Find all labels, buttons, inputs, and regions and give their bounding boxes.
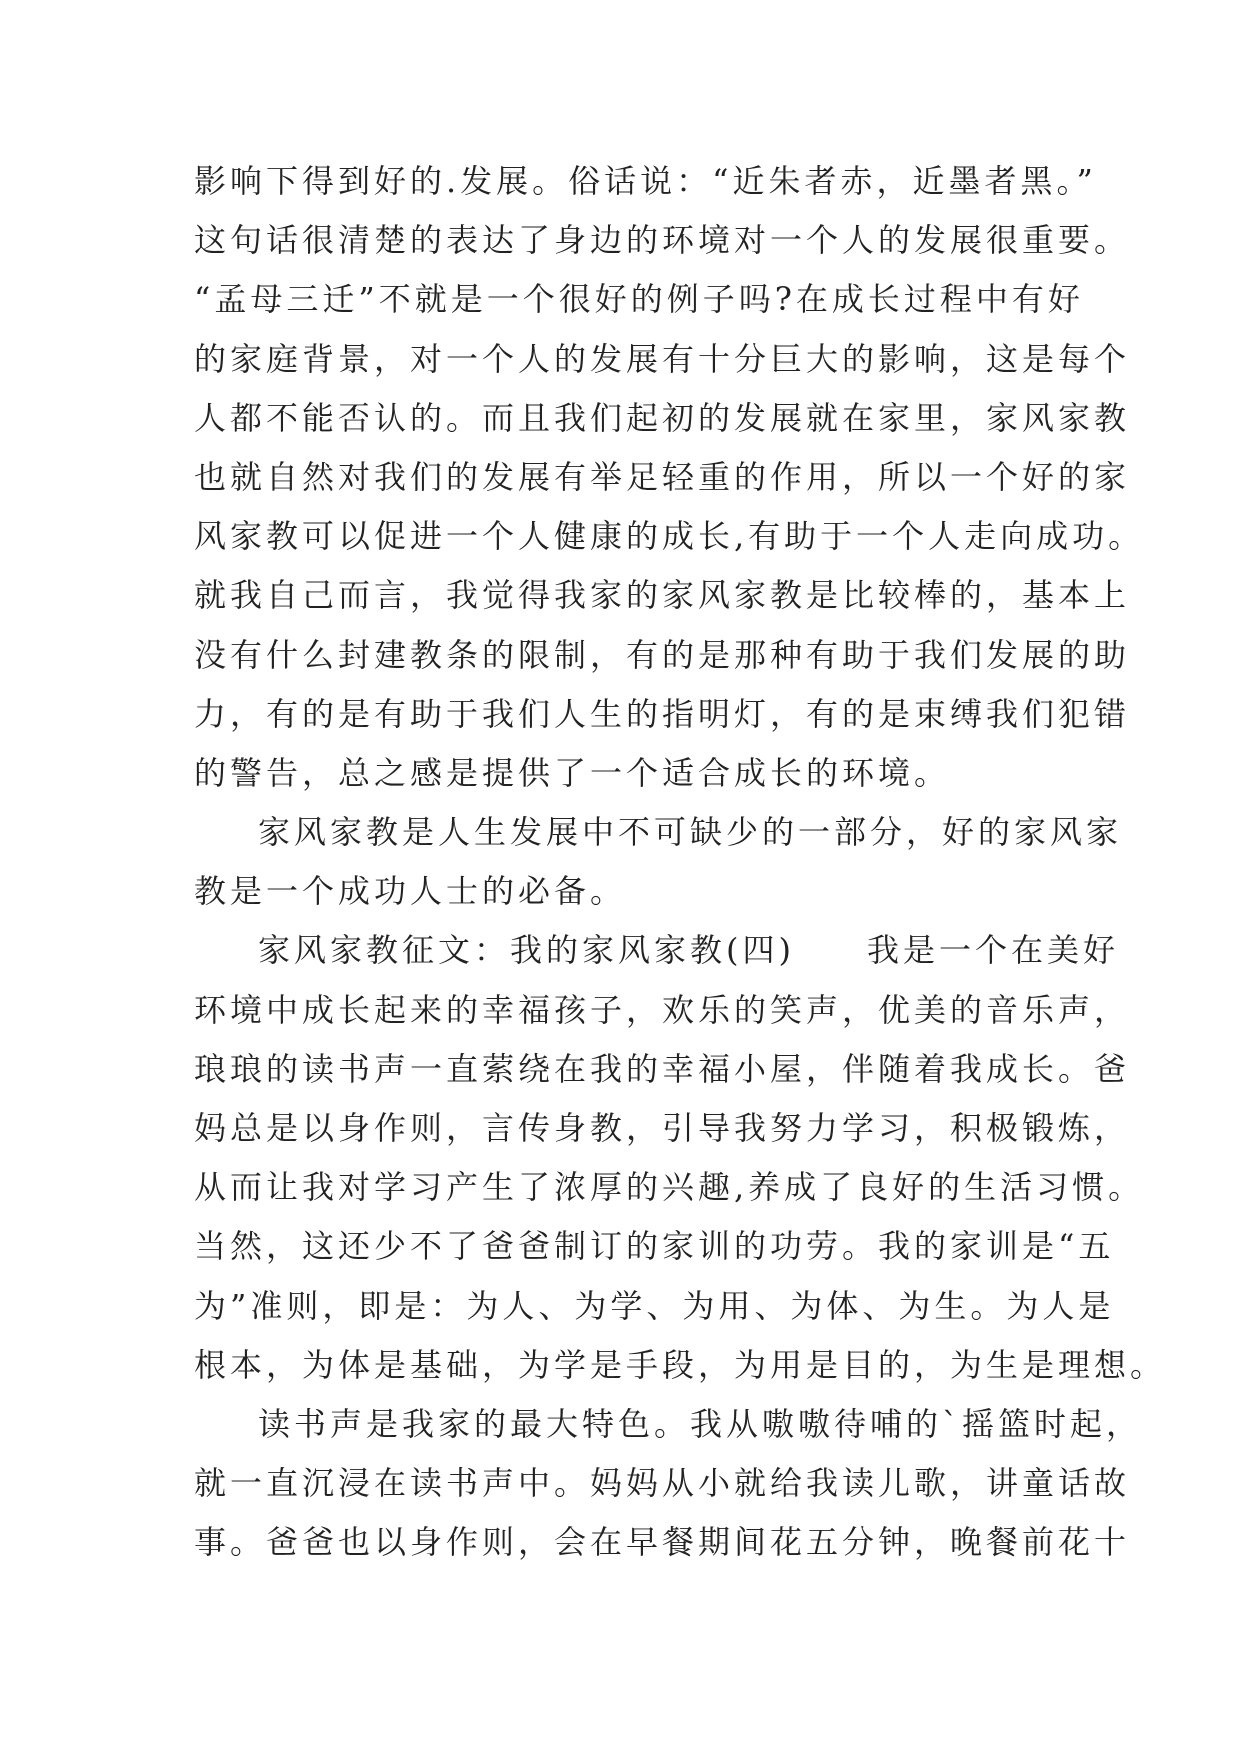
text-line: 力，有的是有助于我们人生的指明灯，有的是束缚我们犯错 [194, 694, 1131, 733]
text-line: 没有什么封建教条的限制，有的是那种有助于我们发展的助 [194, 635, 1131, 674]
text-line: 就我自己而言，我觉得我家的家风家教是比较棒的，基本上 [194, 576, 1131, 615]
text-line: 为”准则，即是：为人、为学、为用、为体、为生。为人是 [194, 1286, 1115, 1325]
text-line: 的家庭背景，对一个人的发展有十分巨大的影响，这是每个 [194, 339, 1131, 378]
text-line: 琅琅的读书声一直萦绕在我的幸福小屋，伴随着我成长。爸 [194, 1049, 1131, 1088]
text-line: 这句话很清楚的表达了身边的环境对一个人的发展很重要。 [194, 221, 1131, 260]
text-line: 就一直沉浸在读书声中。妈妈从小就给我读儿歌，讲童话故 [194, 1464, 1131, 1503]
text-line: 根本，为体是基础，为学是手段，为用是目的，为生是理想。 [194, 1345, 1167, 1384]
text-line: “孟母三迁”不就是一个很好的例子吗?在成长过程中有好 [194, 280, 1084, 319]
text-line: 风家教可以促进一个人健康的成长,有助于一个人走向成功。 [194, 517, 1145, 556]
text-line: 的警告，总之感是提供了一个适合成长的环境。 [194, 753, 951, 792]
text-line: 环境中成长起来的幸福孩子，欢乐的笑声，优美的音乐声， [194, 990, 1131, 1029]
text-line: 当然，这还少不了爸爸制订的家训的功劳。我的家训是“五 [194, 1227, 1115, 1266]
text-line: 人都不能否认的。而且我们起初的发展就在家里，家风家教 [194, 398, 1131, 437]
text-line: 教是一个成功人士的必备。 [194, 872, 627, 911]
text-line: 家风家教是人生发展中不可缺少的一部分，好的家风家 [258, 813, 1123, 852]
text-line: 也就自然对我们的发展有举足轻重的作用，所以一个好的家 [194, 457, 1131, 496]
text-line: 读书声是我家的最大特色。我从嗷嗷待哺的`摇篮时起， [258, 1404, 1143, 1443]
text-line: 家风家教征文：我的家风家教(四) 我是一个在美好 [258, 931, 1119, 970]
text-line: 影响下得到好的.发展。俗话说：“近朱者赤，近墨者黑。” [194, 162, 1097, 200]
document-body [194, 152, 1167, 1573]
text-line: 从而让我对学习产生了浓厚的兴趣,养成了良好的生活习惯。 [194, 1168, 1145, 1207]
text-line: 妈总是以身作则，言传身教，引导我努力学习，积极锻炼， [194, 1109, 1131, 1147]
text-line: 事。爸爸也以身作则，会在早餐期间花五分钟，晚餐前花十 [194, 1523, 1131, 1562]
